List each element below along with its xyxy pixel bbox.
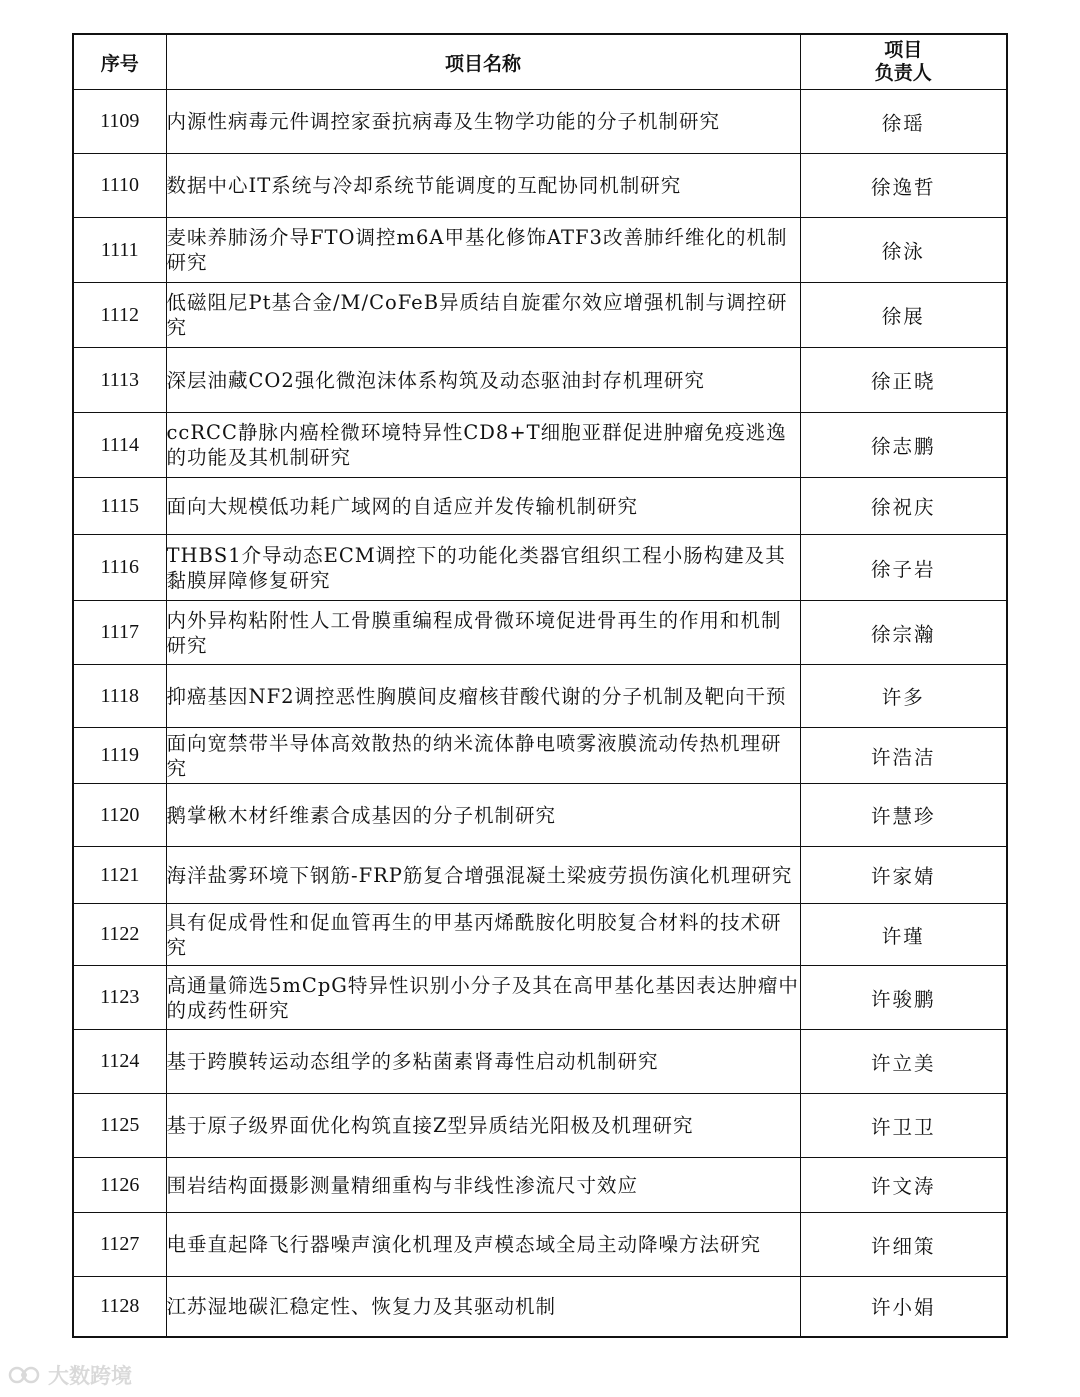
row-id: 1121 [73, 847, 166, 904]
row-leader: 徐逸哲 [800, 154, 1007, 218]
table-row [73, 535, 1007, 601]
row-leader: 许浩洁 [800, 728, 1007, 784]
row-project-name: 深层油藏CO2强化微泡沫体系构筑及动态驱油封存机理研究 [166, 348, 800, 413]
row-leader: 许细策 [800, 1213, 1007, 1277]
row-project-name: 低磁阻尼Pt基合金/M/CoFeB异质结自旋霍尔效应增强机制与调控研究 [166, 283, 800, 348]
row-id: 1125 [73, 1094, 166, 1158]
row-project-name: 电垂直起降飞行器噪声演化机理及声模态域全局主动降噪方法研究 [166, 1213, 800, 1277]
table-row [73, 728, 1007, 784]
row-project-name: 具有促成骨性和促血管再生的甲基丙烯酰胺化明胶复合材料的技术研究 [166, 904, 800, 966]
table-header-row [73, 34, 1007, 90]
table-row [73, 1213, 1007, 1277]
row-project-name: 基于跨膜转运动态组学的多粘菌素肾毒性启动机制研究 [166, 1030, 800, 1094]
row-leader: 徐泳 [800, 218, 1007, 283]
row-id: 1120 [73, 784, 166, 847]
row-id: 1110 [73, 154, 166, 218]
row-leader: 许小娟 [800, 1277, 1007, 1337]
row-project-name: 内源性病毒元件调控家蚕抗病毒及生物学功能的分子机制研究 [166, 90, 800, 154]
table-row [73, 413, 1007, 478]
row-project-name: 江苏湿地碳汇稳定性、恢复力及其驱动机制 [166, 1277, 800, 1337]
row-id: 1124 [73, 1030, 166, 1094]
header-name: 项目名称 [166, 34, 800, 90]
row-id: 1116 [73, 535, 166, 601]
row-leader: 许卫卫 [800, 1094, 1007, 1158]
row-id: 1111 [73, 218, 166, 283]
row-project-name: ccRCC静脉内癌栓微环境特异性CD8+T细胞亚群促进肿瘤免疫逃逸的功能及其机制研究 [166, 413, 800, 478]
row-leader: 徐正晓 [800, 348, 1007, 413]
row-leader: 徐宗瀚 [800, 601, 1007, 665]
row-id: 1122 [73, 904, 166, 966]
row-id: 1123 [73, 966, 166, 1030]
watermark-logo-icon [8, 1363, 42, 1387]
row-leader: 许文涛 [800, 1158, 1007, 1213]
row-id: 1112 [73, 283, 166, 348]
header-leader-line2: 负责人 [874, 62, 932, 84]
row-leader: 徐志鹏 [800, 413, 1007, 478]
watermark-text: 大数跨境 [48, 1364, 132, 1388]
row-project-name: 数据中心IT系统与冷却系统节能调度的互配协同机制研究 [166, 154, 800, 218]
row-leader: 许骏鹏 [800, 966, 1007, 1030]
row-leader: 徐瑶 [800, 90, 1007, 154]
row-id: 1114 [73, 413, 166, 478]
row-project-name: 海洋盐雾环境下钢筋-FRP筋复合增强混凝土梁疲劳损伤演化机理研究 [166, 847, 800, 904]
row-leader: 徐子岩 [800, 535, 1007, 601]
table-row [73, 1030, 1007, 1094]
table-row [73, 966, 1007, 1030]
table-row [73, 478, 1007, 535]
table-row [73, 665, 1007, 728]
table-row [73, 784, 1007, 847]
row-project-name: 高通量筛选5mCpG特异性识别小分子及其在高甲基化基因表达肿瘤中的成药性研究 [166, 966, 800, 1030]
row-project-name: 鹅掌楸木材纤维素合成基因的分子机制研究 [166, 784, 800, 847]
table-row [73, 904, 1007, 966]
row-project-name: 围岩结构面摄影测量精细重构与非线性渗流尺寸效应 [166, 1158, 800, 1213]
row-leader: 许立美 [800, 1030, 1007, 1094]
header-leader-line1: 项目 [884, 39, 923, 61]
table-row [73, 1158, 1007, 1213]
row-project-name: 面向大规模低功耗广域网的自适应并发传输机制研究 [166, 478, 800, 535]
row-project-name: 面向宽禁带半导体高效散热的纳米流体静电喷雾液膜流动传热机理研究 [166, 728, 800, 784]
table-row [73, 348, 1007, 413]
row-project-name: THBS1介导动态ECM调控下的功能化类器官组织工程小肠构建及其黏膜屏障修复研究 [166, 535, 800, 601]
row-id: 1118 [73, 665, 166, 728]
header-leader [800, 34, 1007, 90]
row-leader: 徐祝庆 [800, 478, 1007, 535]
row-project-name: 基于原子级界面优化构筑直接Z型异质结光阳极及机理研究 [166, 1094, 800, 1158]
row-leader: 徐展 [800, 283, 1007, 348]
row-leader: 许瑾 [800, 904, 1007, 966]
table-row [73, 154, 1007, 218]
row-leader: 许慧珍 [800, 784, 1007, 847]
table-row [73, 1094, 1007, 1158]
row-project-name: 抑癌基因NF2调控恶性胸膜间皮瘤核苷酸代谢的分子机制及靶向干预 [166, 665, 800, 728]
row-project-name: 内外异构粘附性人工骨膜重编程成骨微环境促进骨再生的作用和机制研究 [166, 601, 800, 665]
row-id: 1126 [73, 1158, 166, 1213]
table-row [73, 847, 1007, 904]
row-leader: 许多 [800, 665, 1007, 728]
row-id: 1109 [73, 90, 166, 154]
table-body [73, 90, 1007, 1337]
project-table [72, 33, 1008, 1338]
table-row [73, 601, 1007, 665]
row-id: 1117 [73, 601, 166, 665]
row-project-name: 麦味养肺汤介导FTO调控m6A甲基化修饰ATF3改善肺纤维化的机制研究 [166, 218, 800, 283]
table-row [73, 283, 1007, 348]
table-row [73, 1277, 1007, 1337]
table-row [73, 90, 1007, 154]
row-id: 1127 [73, 1213, 166, 1277]
watermark [8, 1360, 132, 1390]
row-id: 1119 [73, 728, 166, 784]
table-row [73, 218, 1007, 283]
row-id: 1128 [73, 1277, 166, 1337]
row-leader: 许家婧 [800, 847, 1007, 904]
header-id: 序号 [73, 34, 166, 90]
row-id: 1113 [73, 348, 166, 413]
row-id: 1115 [73, 478, 166, 535]
